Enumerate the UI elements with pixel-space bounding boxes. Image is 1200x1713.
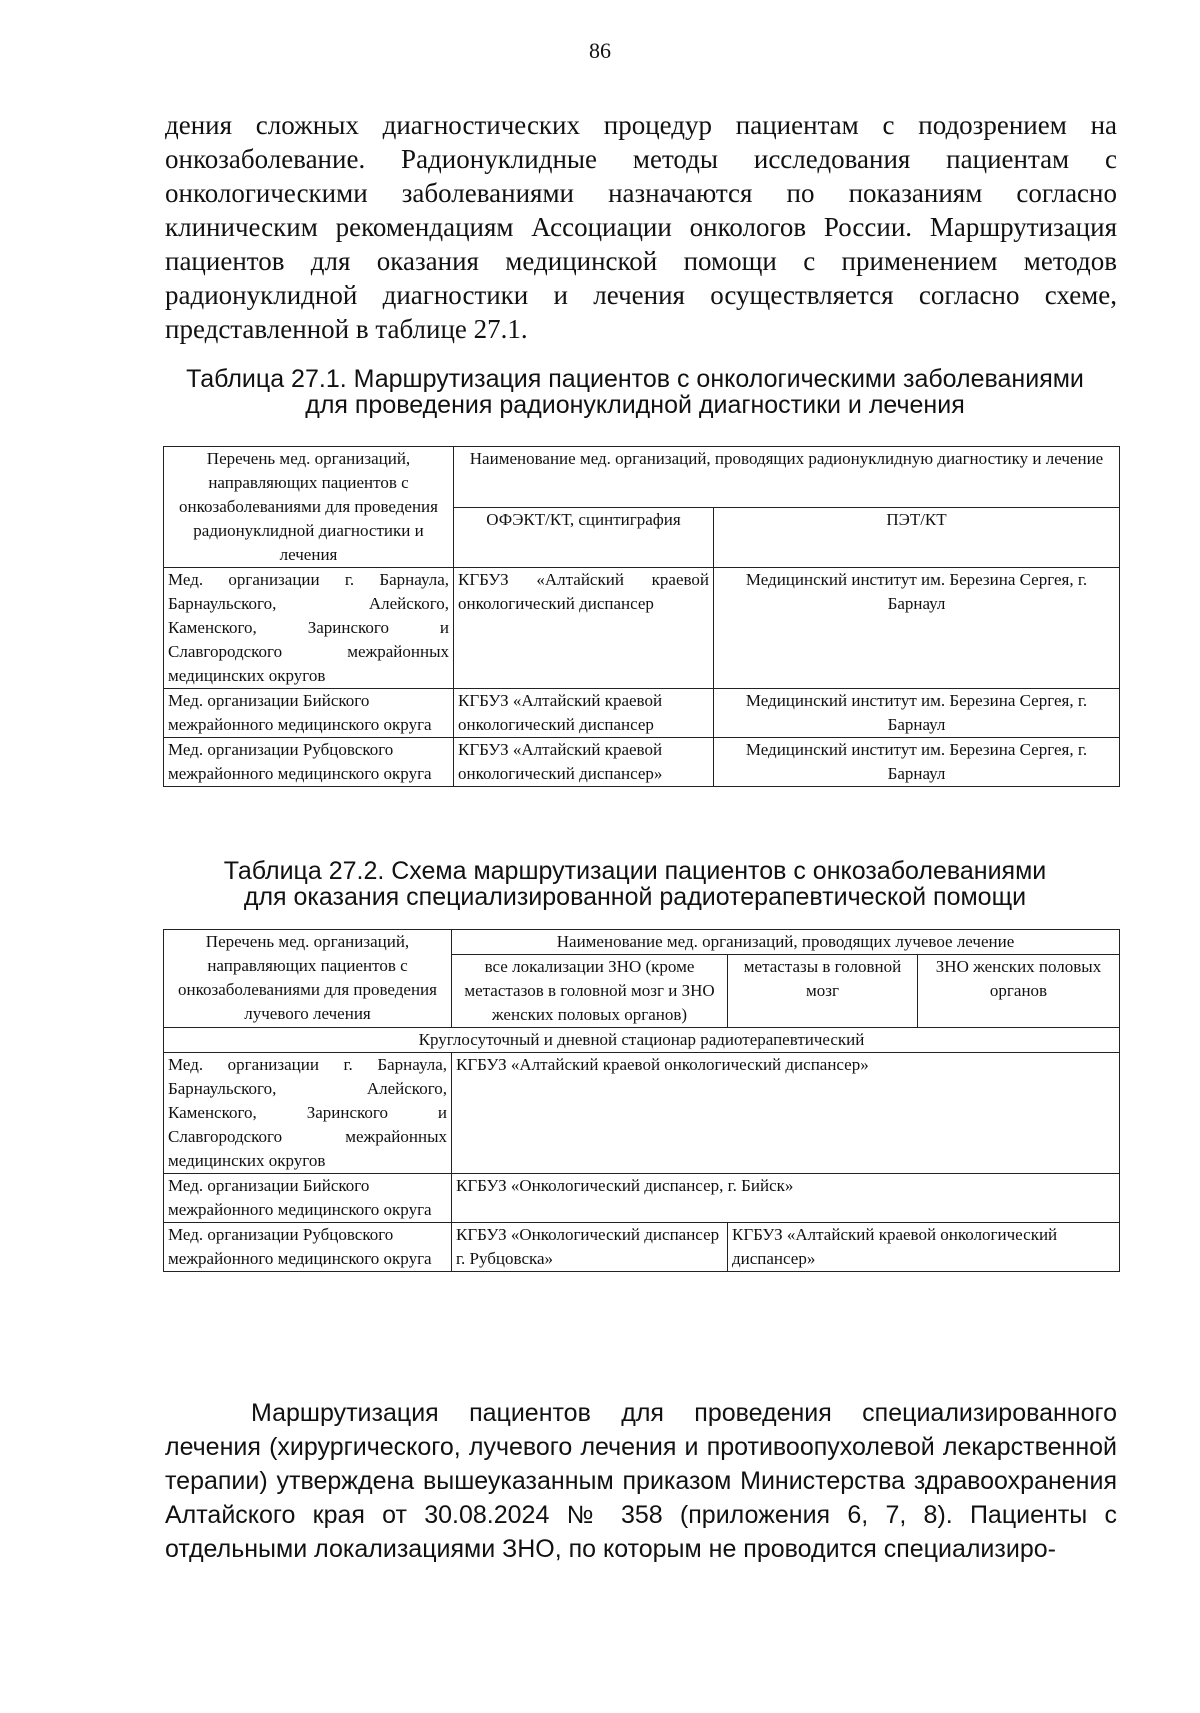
table-row <box>164 1174 1120 1223</box>
table2-header-providers: Наименование мед. организаций, проводящих лучевое лечение <box>452 930 1120 955</box>
table2-header-all-localizations: все локализации ЗНО (кроме метастазов в головной мозг и ЗНО женских половых органов) <box>452 955 728 1028</box>
page-number: 86 <box>589 38 611 63</box>
table2-caption-line1: Таблица 27.2. Схема маршрутизации пациентов с онкозаболеваниями <box>223 857 1047 885</box>
table-row <box>164 738 1120 787</box>
table1-caption <box>150 366 1120 418</box>
table2-section-label: Круглосуточный и дневной стационар радиотерапевтический <box>164 1028 1120 1053</box>
table2-header-female-organs: ЗНО женских половых органов <box>918 955 1120 1028</box>
table-row <box>164 568 1120 689</box>
table1-row2-pet: Медицинский институт им. Березина Сергея, г. Барнаул <box>714 689 1120 738</box>
table1-row1-pet: Медицинский институт им. Березина Сергея, г. Барнаул <box>714 568 1120 689</box>
table1-row3-ofect: КГБУЗ «Алтайский краевой онкологический диспансер» <box>454 738 714 787</box>
table2-radiotherapy-routing <box>163 929 1120 1272</box>
table2-row2-org: Мед. организации Бийского межрайонного медицинского округа <box>164 1174 452 1223</box>
table1-header-pet: ПЭТ/КТ <box>714 507 1120 568</box>
table1-row2-ofect: КГБУЗ «Алтайский краевой онкологический диспансер <box>454 689 714 738</box>
table1-row2-org: Мед. организации Бийского межрайонного медицинского округа <box>164 689 454 738</box>
table1-header-providers: Наименование мед. организаций, проводящих радионуклидную диагностику и лечение <box>454 447 1120 508</box>
intro-paragraph: дения сложных диагностических процедур пациентам с подозрением на онкозаболевание. Радионуклидные методы исследования пациентам с онкологическими заболеваниями назначаются по показаниям согласно клиническим рекомендациям Ассоциации онкологов России. Маршрутизация пациентов для оказания медицинской помощи с применением методов радионуклидной диагностики и лечения осуществляется согласно схеме, представленной в таблице 27.1. <box>165 110 1117 344</box>
table2-row1-provider: КГБУЗ «Алтайский краевой онкологический диспансер» <box>452 1053 1120 1174</box>
table2-row3-provider-a: КГБУЗ «Онкологический диспансер г. Рубцовска» <box>452 1223 728 1272</box>
table1-row3-pet: Медицинский институт им. Березина Сергея, г. Барнаул <box>714 738 1120 787</box>
table1-radionuclide-routing <box>163 446 1120 787</box>
table1-row1-ofect: КГБУЗ «Алтайский краевой онкологический диспансер <box>454 568 714 689</box>
table2-caption <box>150 858 1120 910</box>
table2-caption-line2: для оказания специализированной радиотерапевтической помощи <box>243 883 1027 911</box>
table2-row3-org: Мед. организации Рубцовского межрайонного медицинского округа <box>164 1223 452 1272</box>
table-row <box>164 1053 1120 1174</box>
table2-row2-provider: КГБУЗ «Онкологический диспансер, г. Бийск» <box>452 1174 1120 1223</box>
table2-header-organizations: Перечень мед. организаций, направляющих пациентов с онкозаболеваниями для проведения лучевого лечения <box>164 930 452 1028</box>
table2-row1-org: Мед. организации г. Барнаула, Барнаульского, Алейского, Каменского, Заринского и Славгородского межрайонных медицинских округов <box>164 1053 452 1174</box>
table1-header-organizations: Перечень мед. организаций, направляющих пациентов с онкозаболеваниями для проведения радионуклидной диагностики и лечения <box>164 447 454 568</box>
table1-caption-line2: для проведения радионуклидной диагностики и лечения <box>305 391 965 419</box>
table-row <box>164 689 1120 738</box>
table1-header-ofect: ОФЭКТ/КТ, сцинтиграфия <box>454 507 714 568</box>
table2-header-brain-metastases: метастазы в головной мозг <box>728 955 918 1028</box>
table-row <box>164 1223 1120 1272</box>
table2-row3-provider-b: КГБУЗ «Алтайский краевой онкологический диспансер» <box>728 1223 1120 1272</box>
table1-row1-org: Мед. организации г. Барнаула, Барнаульского, Алейского, Каменского, Заринского и Славгородского межрайонных медицинских округов <box>164 568 454 689</box>
closing-paragraph: Маршрутизация пациентов для проведения специализированного лечения (хирургического, лучевого лечения и противоопухолевой лекарственной терапии) утверждена вышеуказанным приказом Министерства здравоохранения Алтайского края от 30.08.2024 № 358 (приложения 6, 7, 8). Пациенты с отдельными локализациями ЗНО, по которым не проводится специализиро- <box>165 1399 1117 1563</box>
table1-row3-org: Мед. организации Рубцовского межрайонного медицинского округа <box>164 738 454 787</box>
table1-caption-line1: Таблица 27.1. Маршрутизация пациентов с онкологическими заболеваниями <box>186 365 1084 393</box>
